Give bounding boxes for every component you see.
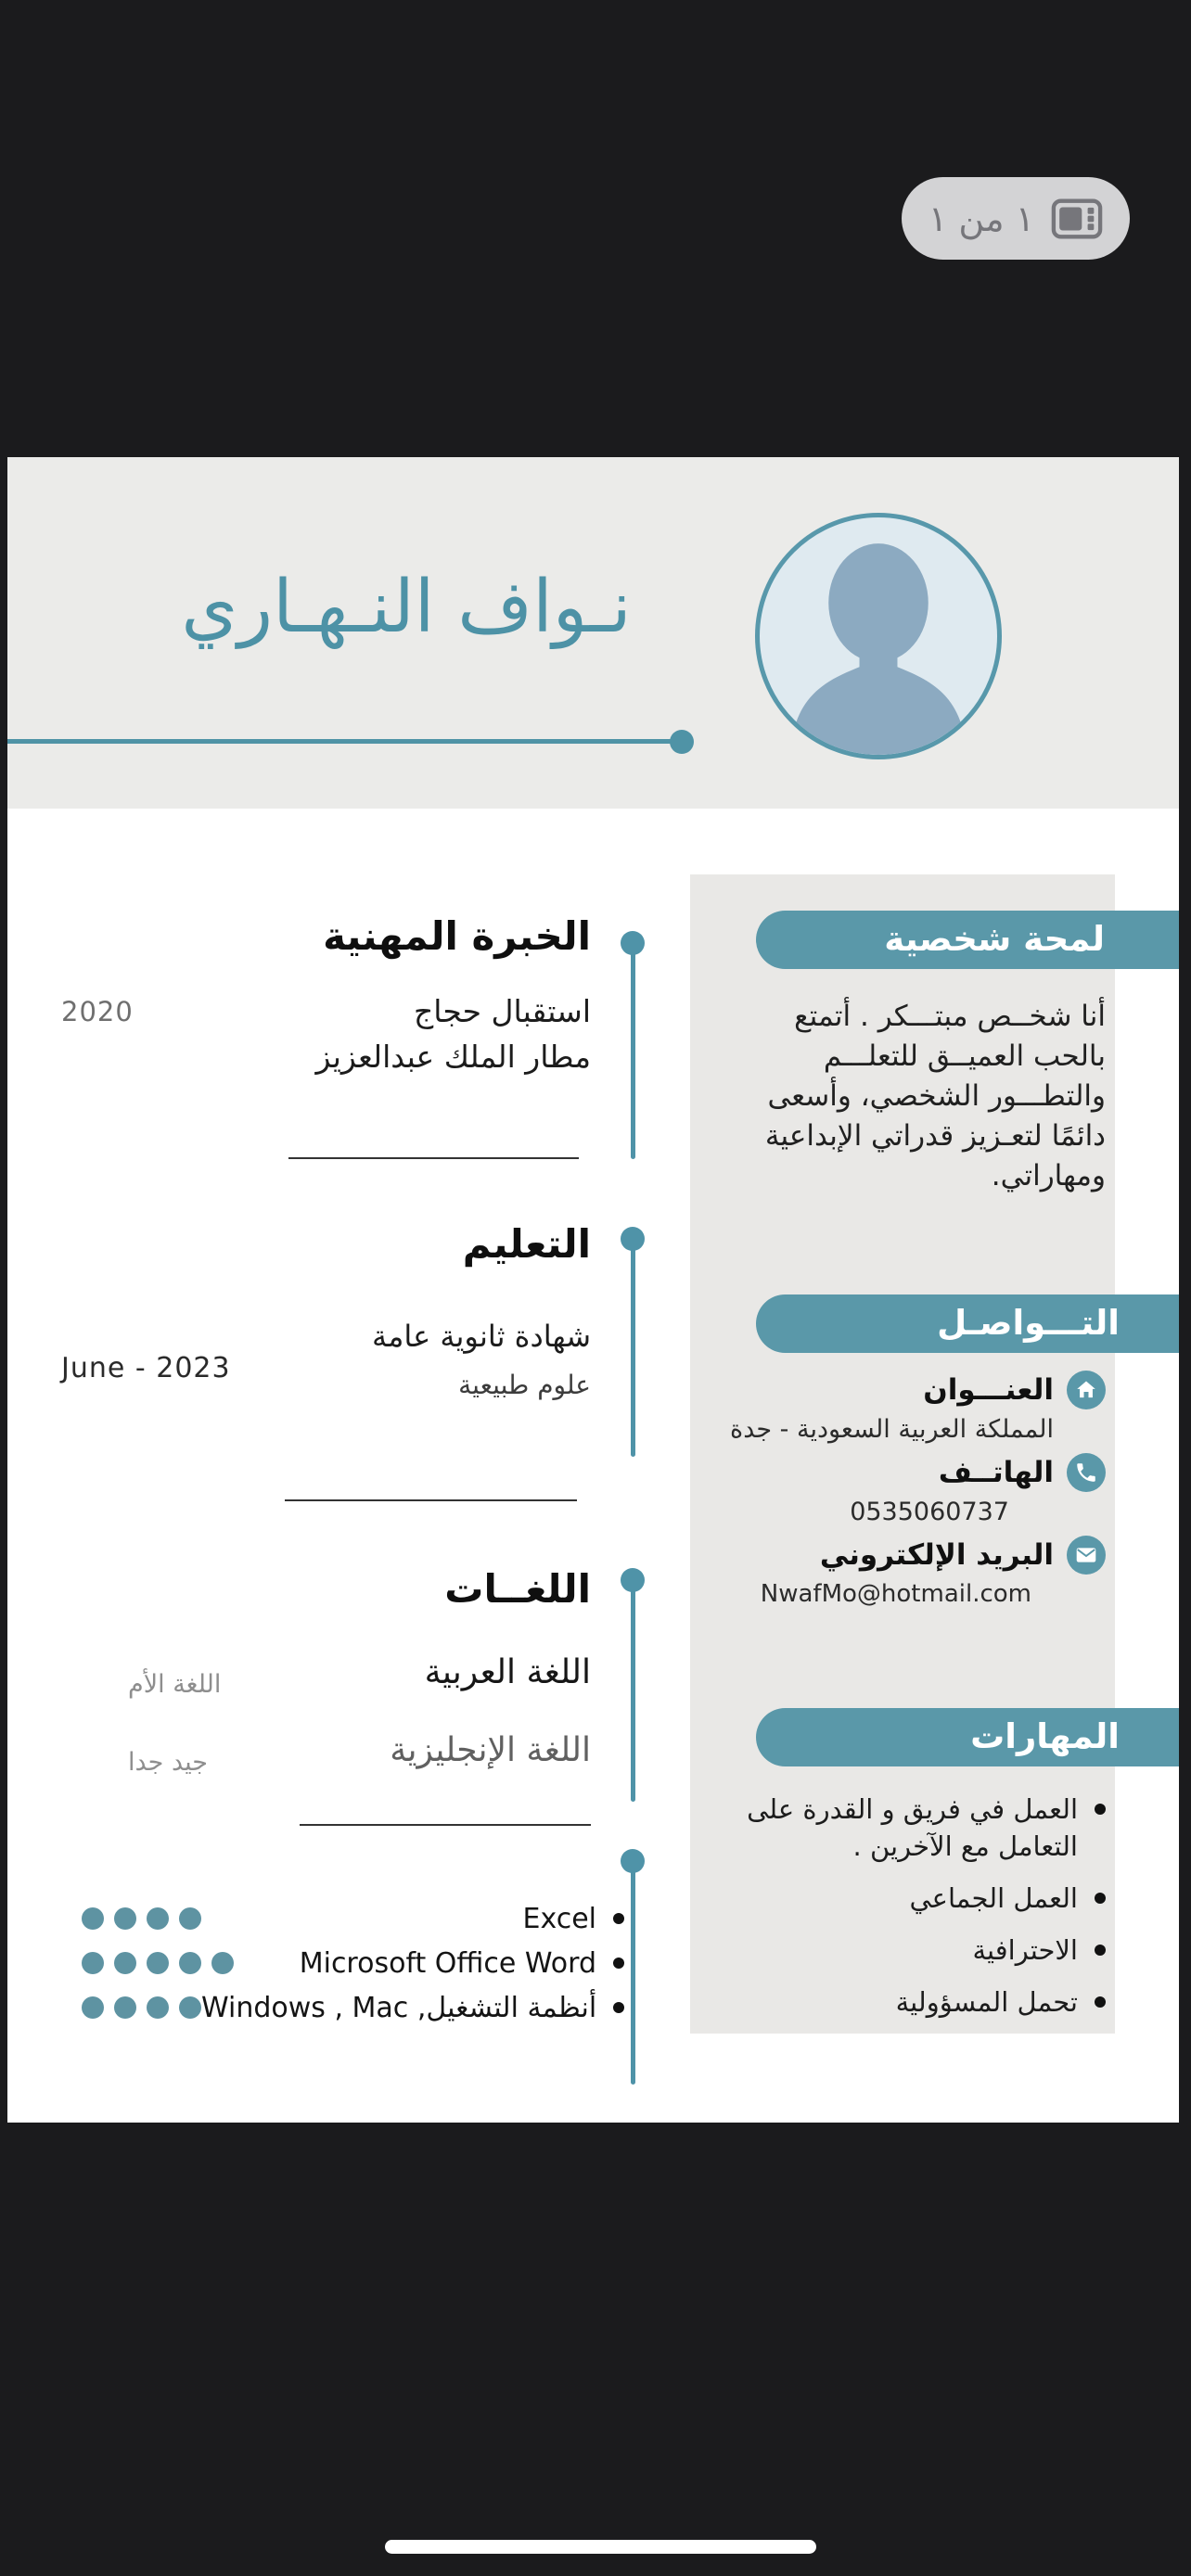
rating-dot xyxy=(114,1996,136,2019)
section-title-education: التعليم xyxy=(462,1221,591,1267)
rating-dot xyxy=(114,1907,136,1930)
timeline-segment-experience xyxy=(631,943,635,1159)
contact-item xyxy=(712,1370,1106,1444)
computer-skill-name: Excel xyxy=(522,1902,596,1935)
page-indicator-pill[interactable] xyxy=(902,177,1130,260)
rating-dot xyxy=(82,1907,104,1930)
cv-name: نـواف النـهـاري xyxy=(181,566,632,649)
contact-label: البريد الإلكتروني xyxy=(819,1538,1054,1572)
rating-dot xyxy=(179,1907,201,1930)
education-major: علوم طبيعية xyxy=(458,1370,591,1400)
section-banner-about: لمحة شخصية xyxy=(756,911,1179,969)
email-icon xyxy=(1067,1536,1106,1575)
language-row xyxy=(128,1633,591,1711)
rating-dots xyxy=(82,1907,201,1930)
computer-skill-name: Microsoft Office Word xyxy=(299,1946,596,1980)
contact-value: NwafMo@hotmail.com xyxy=(760,1580,1031,1608)
contact-list xyxy=(712,1370,1115,1617)
computer-skill-name: أنظمة التشغيل, Windows , Mac xyxy=(201,1991,597,2024)
skill-item: الاحترافية xyxy=(722,1932,1106,1969)
computer-skill-row xyxy=(82,1896,624,1941)
timeline-dot-education xyxy=(621,1227,645,1251)
contact-label: العنـــوان xyxy=(923,1373,1054,1407)
section-title-experience: الخبرة المهنية xyxy=(323,913,591,959)
language-level: اللغة الأم xyxy=(128,1669,222,1699)
skill-item: العمل الجماعي xyxy=(722,1880,1106,1917)
phone-icon xyxy=(1067,1453,1106,1492)
computer-skills-list xyxy=(82,1896,624,2030)
section-banner-skills: المهارات xyxy=(756,1708,1179,1766)
timeline-dot-computer xyxy=(621,1849,645,1873)
experience-org: مطار الملك عبدالعزيز xyxy=(315,1039,591,1075)
timeline-dot-experience xyxy=(621,931,645,955)
header-rule-dot xyxy=(670,730,694,754)
language-list xyxy=(128,1633,591,1789)
skills-list xyxy=(722,1791,1106,2035)
rating-dot xyxy=(82,1952,104,1974)
contact-label: الهاتــف xyxy=(938,1456,1054,1489)
rating-dot xyxy=(147,1996,169,2019)
rating-dot xyxy=(211,1952,234,1974)
about-text: أنا شخــص مبتـــكر . أتمتع بالحب العميــق للتعلـــم والتطـــور الشخصي، وأسعى دائمًا لتعـزيز قدراتي الإبداعية ومهاراتي. xyxy=(764,1000,1106,1192)
computer-skill-row xyxy=(82,1985,624,2030)
education-date: June - 2023 xyxy=(61,1352,231,1384)
skill-item: تحمل المسؤولية xyxy=(722,1983,1106,2021)
experience-date: 2020 xyxy=(61,996,134,1027)
page-thumbnails-icon[interactable] xyxy=(1051,198,1103,240)
language-level: جيد جدا xyxy=(128,1747,208,1777)
home-indicator[interactable] xyxy=(385,2540,816,2554)
computer-skill-row xyxy=(82,1941,624,1985)
section-title-languages: اللغــات xyxy=(444,1566,591,1612)
contact-item xyxy=(712,1452,1106,1526)
rating-dot xyxy=(82,1996,104,2019)
rating-dot xyxy=(147,1907,169,1930)
timeline-segment-education xyxy=(631,1239,635,1457)
timeline-segment-computer xyxy=(631,1861,635,2085)
pdf-page[interactable] xyxy=(7,457,1179,2123)
contact-value: 0535060737 xyxy=(850,1498,1009,1526)
list-bullet xyxy=(613,1913,624,1924)
section-banner-contact: التـــواصـل xyxy=(756,1294,1179,1353)
rating-dot xyxy=(179,1952,201,1974)
section-divider xyxy=(300,1824,591,1826)
rating-dots xyxy=(82,1996,201,2019)
rating-dot xyxy=(114,1952,136,1974)
education-degree: شهادة ثانوية عامة xyxy=(372,1319,591,1354)
rating-dot xyxy=(179,1996,201,2019)
timeline-dot-languages xyxy=(621,1568,645,1592)
list-bullet xyxy=(613,1958,624,1969)
skill-item: العمل في فريق و القدرة على التعامل مع الآخرين . xyxy=(722,1791,1106,1865)
contact-item xyxy=(712,1535,1106,1609)
timeline-segment-languages xyxy=(631,1580,635,1802)
section-divider xyxy=(288,1157,579,1159)
language-row xyxy=(128,1711,591,1789)
section-divider xyxy=(285,1499,577,1501)
rating-dot xyxy=(147,1952,169,1974)
home-icon xyxy=(1067,1371,1106,1409)
person-silhouette-icon xyxy=(760,517,997,755)
list-bullet xyxy=(613,2002,624,2013)
contact-value: المملكة العربية السعودية - جدة xyxy=(730,1415,1054,1444)
page-indicator-label: ١ من ١ xyxy=(928,198,1035,239)
avatar xyxy=(755,513,1002,759)
experience-role: استقبال حجاج xyxy=(413,993,591,1029)
language-name: اللغة العربية xyxy=(424,1652,591,1691)
language-name: اللغة الإنجليزية xyxy=(390,1730,591,1769)
rating-dots xyxy=(82,1952,234,1974)
header-rule xyxy=(7,739,677,744)
